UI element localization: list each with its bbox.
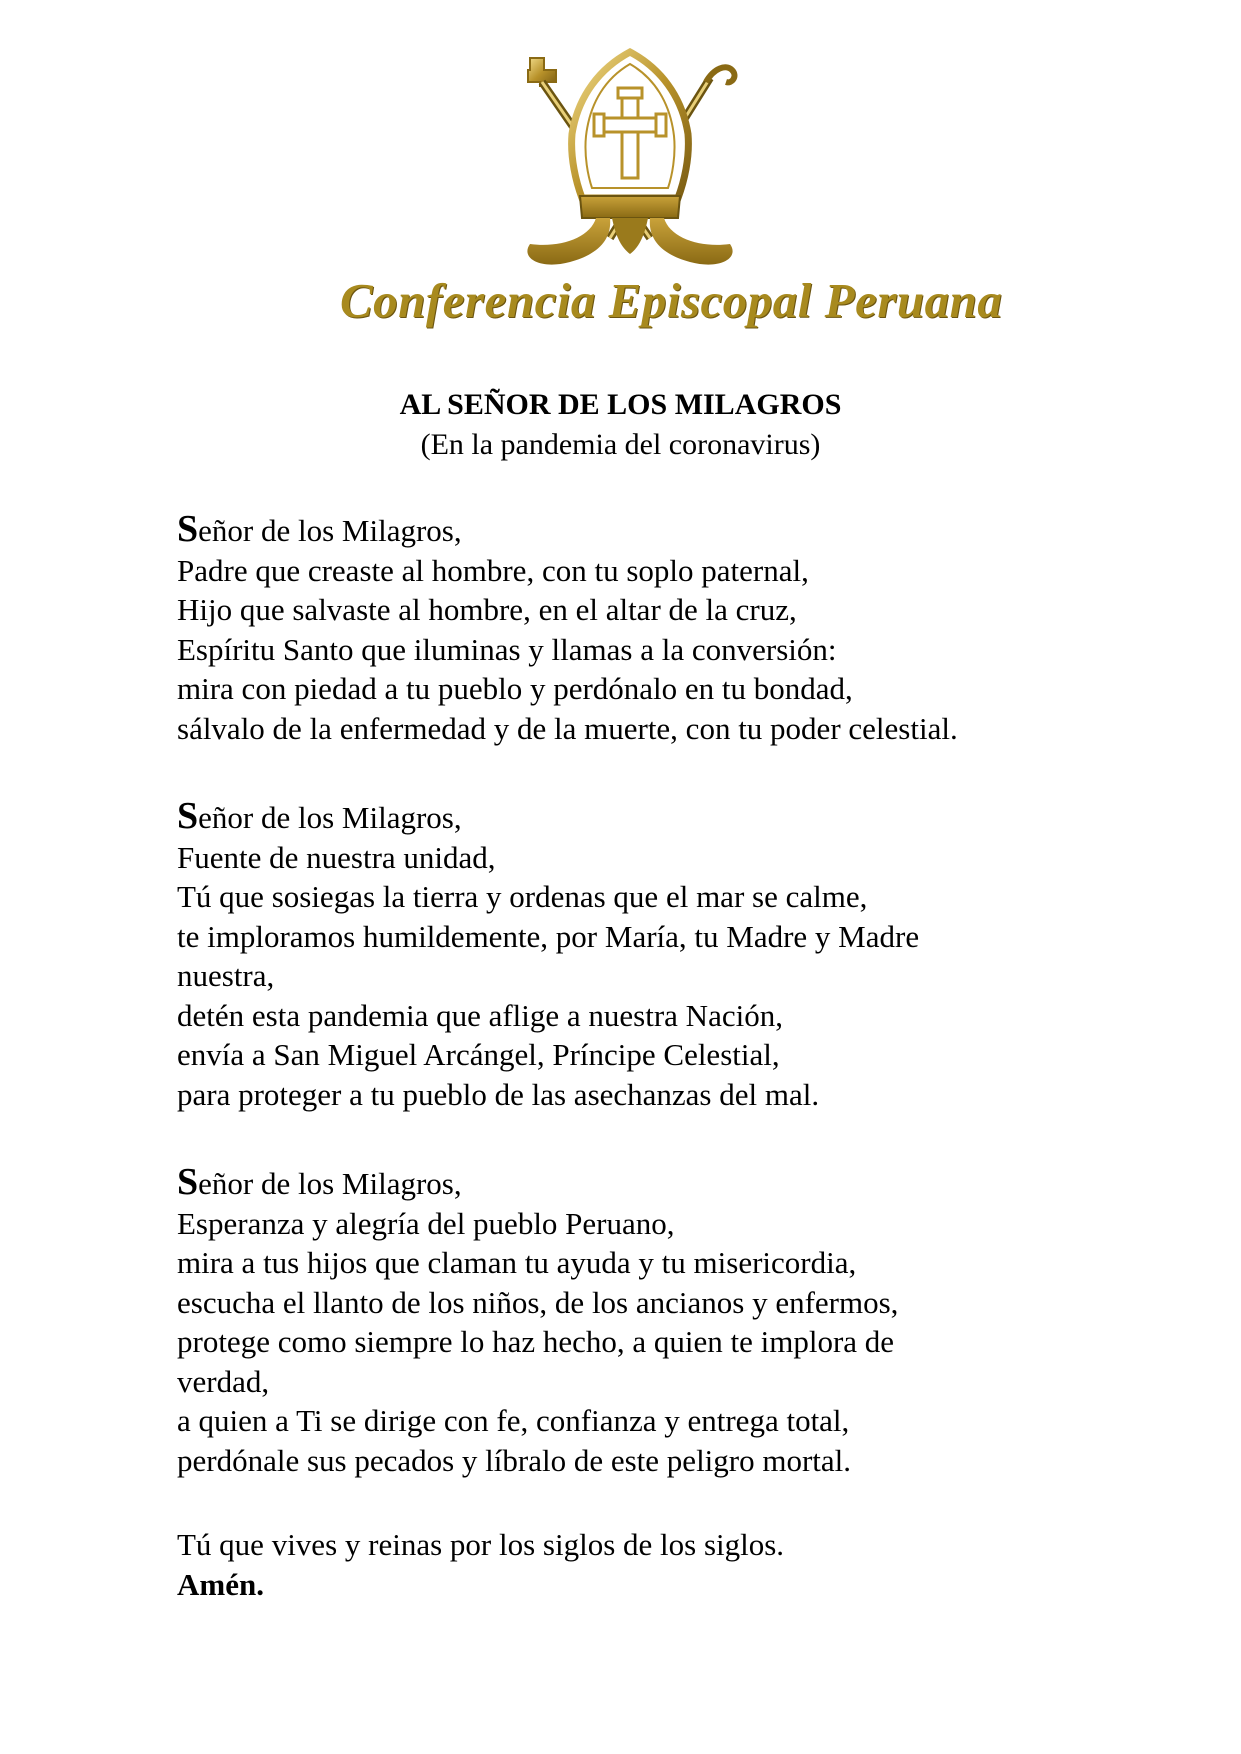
- verse-line: Fuente de nuestra unidad,: [177, 839, 496, 875]
- verse-line: para proteger a tu pueblo de las asechanzas del mal.: [177, 1076, 820, 1112]
- stanza-opening-line: [177, 1163, 1077, 1204]
- verse-line: nuestra,: [177, 958, 275, 993]
- verse-line: Tú que sosiegas la tierra y ordenas que el mar se calme,: [177, 879, 868, 914]
- verse-line: escucha el llanto de los niños, de los ancianos y enfermos,: [177, 1284, 899, 1320]
- stanza-opening-line: [177, 797, 1077, 838]
- episcopal-mitre-emblem-icon: [500, 48, 760, 273]
- verse-line: te imploramos humildemente, por María, tu Madre y Madre: [177, 918, 920, 954]
- closing-line: Tú que vives y reinas por los siglos de los siglos.: [177, 1527, 785, 1562]
- opening-text: eñor de los Milagros,: [198, 513, 462, 548]
- verse-line: mira a tus hijos que claman tu ayuda y tu misericordia,: [177, 1245, 857, 1280]
- verse-line: Padre que creaste al hombre, con tu soplo paternal,: [177, 552, 809, 588]
- drop-cap: S: [177, 508, 199, 550]
- verse-line: Hijo que salvaste al hombre, en el altar de la cruz,: [177, 592, 797, 627]
- prayer-stanza-2: [177, 797, 1077, 1114]
- verse-line: Espíritu Santo que iluminas y llamas a la conversión:: [177, 631, 837, 667]
- opening-text: eñor de los Milagros,: [198, 800, 462, 835]
- drop-cap: S: [177, 795, 199, 837]
- verse-line: Esperanza y alegría del pueblo Peruano,: [177, 1205, 675, 1241]
- prayer-stanza-1: [177, 510, 1077, 748]
- stanza-opening-line: [177, 510, 1077, 551]
- verse-line: perdónale sus pecados y líbralo de este peligro mortal.: [177, 1442, 852, 1478]
- drop-cap: S: [177, 1161, 199, 1203]
- verse-line: a quien a Ti se dirige con fe, confianza y entrega total,: [177, 1403, 850, 1438]
- verse-line: verdad,: [177, 1363, 270, 1399]
- verse-line: protege como siempre lo haz hecho, a quien te implora de: [177, 1324, 895, 1359]
- verse-line: detén esta pandemia que aflige a nuestra Nación,: [177, 997, 783, 1033]
- prayer-closing: [177, 1525, 1077, 1604]
- opening-text: eñor de los Milagros,: [198, 1166, 462, 1201]
- prayer-stanza-3: [177, 1163, 1077, 1480]
- verse-line: mira con piedad a tu pueblo y perdónalo en tu bondad,: [177, 671, 853, 706]
- verse-line: sálvalo de la enfermedad y de la muerte, con tu poder celestial.: [177, 710, 958, 746]
- organization-name: Conferencia Episcopal Peruana: [340, 273, 1003, 328]
- amen: Amén.: [177, 1566, 264, 1602]
- verse-line: envía a San Miguel Arcángel, Príncipe Celestial,: [177, 1037, 780, 1072]
- page-subtitle: (En la pandemia del coronavirus): [420, 428, 821, 461]
- page-title: AL SEÑOR DE LOS MILAGROS: [399, 388, 842, 421]
